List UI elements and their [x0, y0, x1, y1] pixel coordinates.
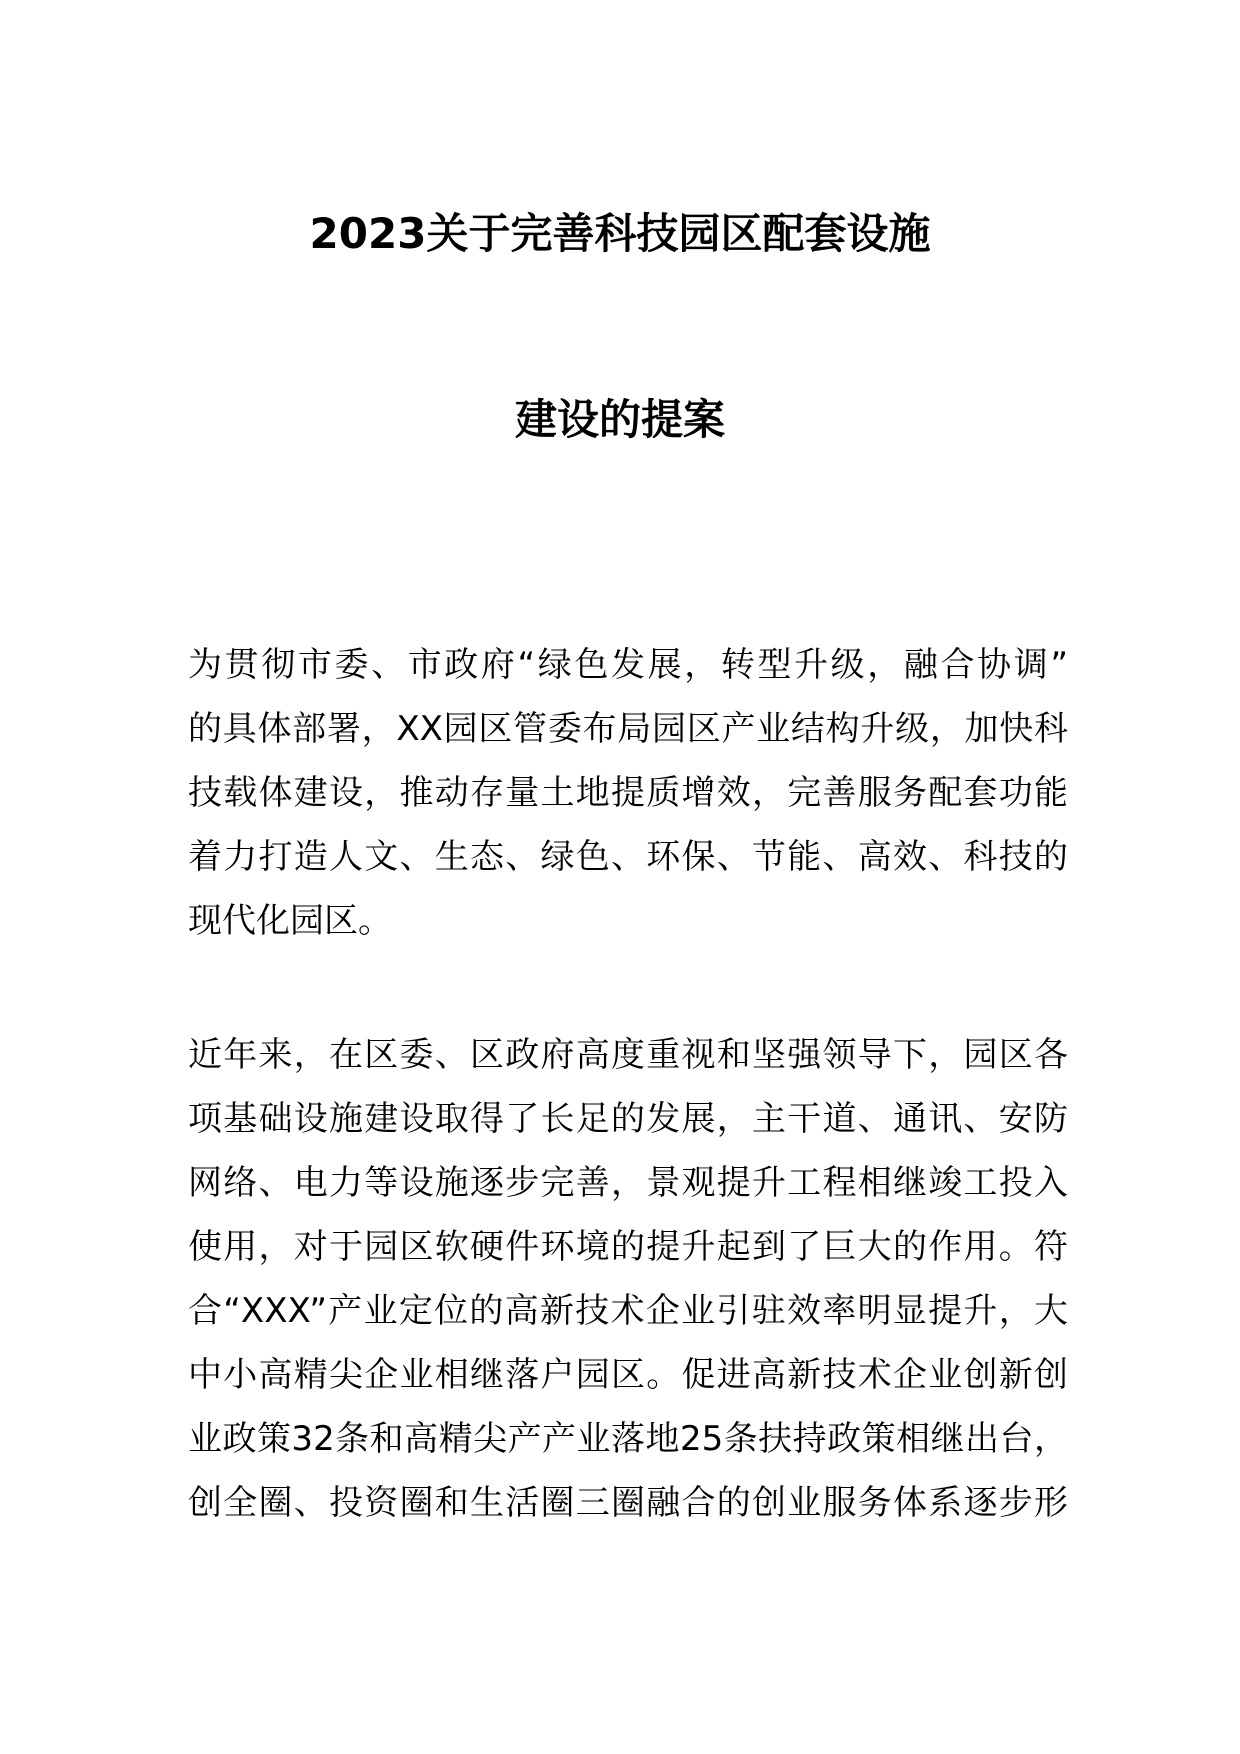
document-title-line-2: 建设的提案	[514, 395, 725, 444]
paragraph-2-line-1: 近年来，在区委、区政府高度重视和坚强领导下，园区各	[188, 1035, 1068, 1075]
paragraph-2-line-4: 使用，对于园区软硬件环境的提升起到了巨大的作用。符	[188, 1227, 1068, 1267]
paragraph-2-line-5: 合“XXX”产业定位的高新技术企业引驻效率明显提升，大	[188, 1291, 1068, 1331]
document-title-line-1: 2023关于完善科技园区配套设施	[309, 209, 931, 258]
paragraph-1-line-4: 着力打造人文、生态、绿色、环保、节能、高效、科技的	[188, 837, 1068, 877]
paragraph-2-line-3: 网络、电力等设施逐步完善，景观提升工程相继竣工投入	[188, 1163, 1068, 1203]
paragraph-1-line-2: 的具体部署，XX园区管委布局园区产业结构升级，加快科	[188, 709, 1068, 749]
paragraph-2-line-8: 创全圈、投资圈和生活圈三圈融合的创业服务体系逐步形	[188, 1483, 1068, 1523]
paragraph-1-line-1: 为贯彻市委、市政府“绿色发展，转型升级，融合协调”	[188, 645, 1068, 685]
paragraph-1-line-3: 技载体建设，推动存量土地提质增效，完善服务配套功能	[188, 773, 1068, 813]
paragraph-2-line-7: 业政策32条和高精尖产产业落地25条扶持政策相继出台，	[188, 1419, 1068, 1459]
paragraph-1-line-5: 现代化园区。	[188, 901, 392, 941]
paragraph-2-line-6: 中小高精尖企业相继落户园区。促进高新技术企业创新创	[188, 1355, 1068, 1395]
paragraph-2-line-2: 项基础设施建设取得了长足的发展，主干道、通讯、安防	[188, 1099, 1068, 1139]
